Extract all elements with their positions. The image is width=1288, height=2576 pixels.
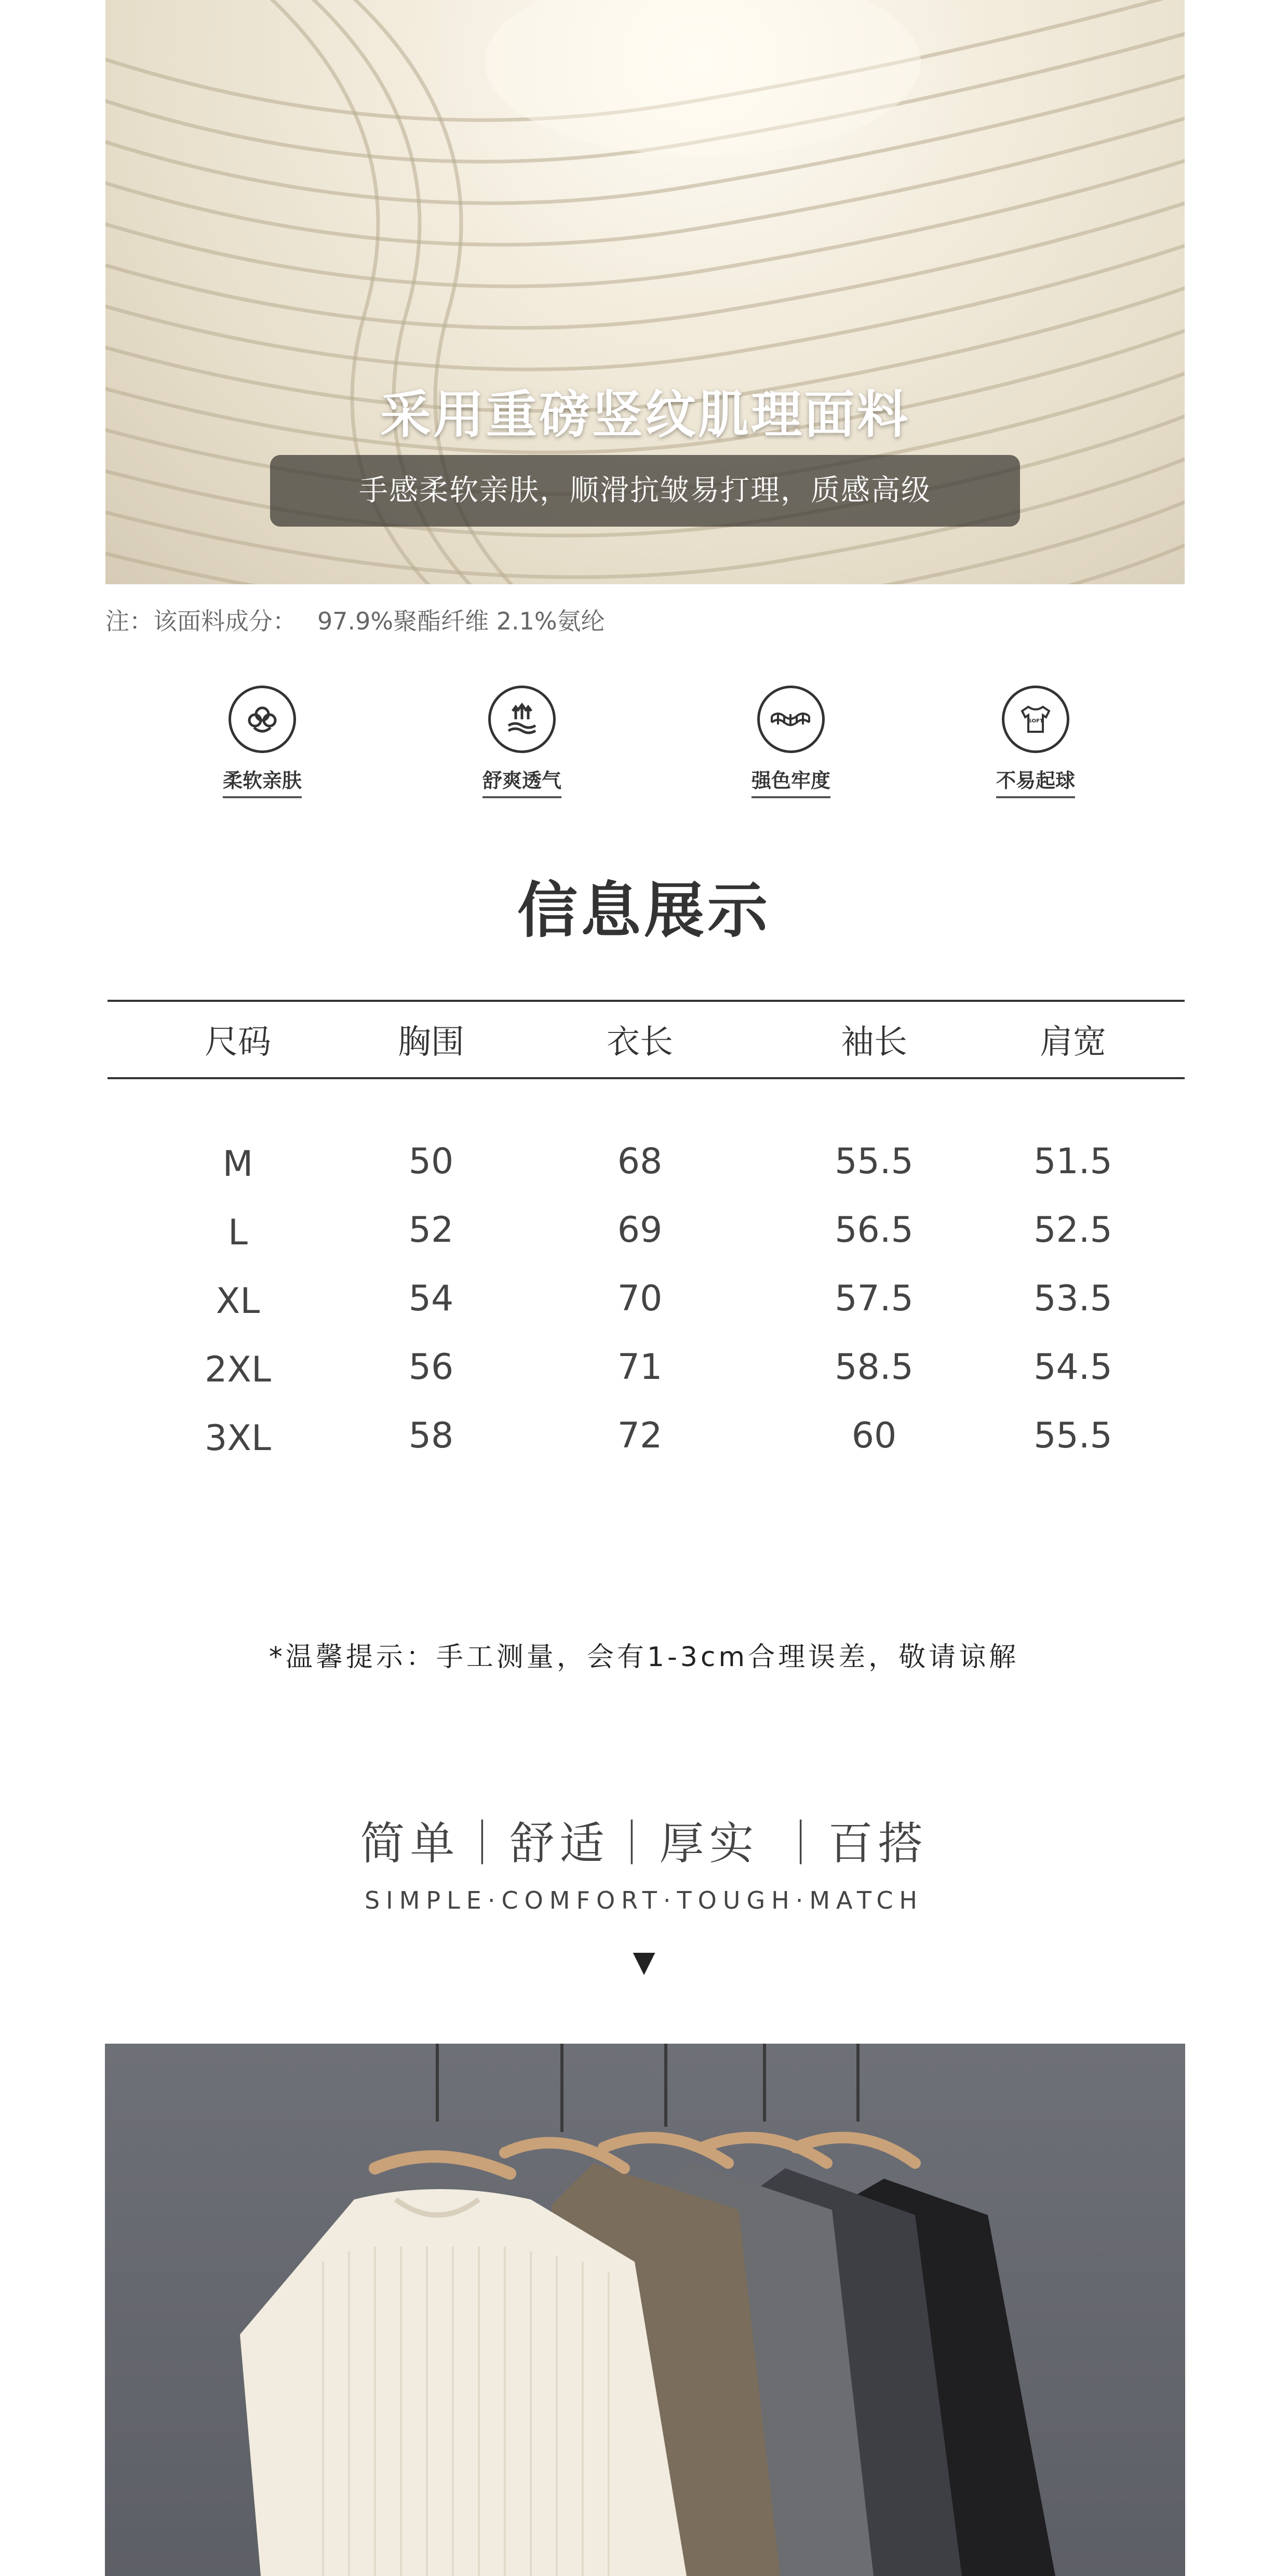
slogan-chinese: 简单｜舒适｜厚实 ｜百搭 xyxy=(360,1818,928,1870)
feature-anti-pilling xyxy=(968,686,1103,798)
cell-shoulder: 53.5 xyxy=(1034,1278,1112,1319)
feature-colorfast xyxy=(723,686,858,798)
cell-size: XL xyxy=(216,1281,260,1322)
measurement-tip: *温馨提示：手工测量，会有1-3cm合理误差，敬请谅解 xyxy=(269,1642,1019,1673)
fabric-hero-image xyxy=(105,0,1185,584)
cell-size: 3XL xyxy=(205,1418,271,1459)
header-size: 尺码 xyxy=(205,1023,271,1062)
cell-sleeve: 57.5 xyxy=(835,1278,914,1319)
svg-text:SOFT: SOFT xyxy=(1028,718,1043,724)
cell-sleeve: 58.5 xyxy=(835,1347,914,1388)
header-chest: 胸围 xyxy=(398,1023,464,1062)
cell-shoulder: 52.5 xyxy=(1034,1210,1112,1251)
cell-length: 68 xyxy=(617,1141,663,1182)
feature-breathable xyxy=(454,686,589,798)
cotton-icon xyxy=(229,686,296,753)
feature-label-soft: 柔软亲肤 xyxy=(223,764,302,798)
header-shoulder: 肩宽 xyxy=(1040,1023,1106,1062)
composition-label: 注：该面料成分： xyxy=(105,607,297,635)
cell-length: 69 xyxy=(617,1210,663,1251)
header-length: 衣长 xyxy=(607,1023,673,1062)
slogan-english: SIMPLE·COMFORT·TOUGH·MATCH xyxy=(364,1886,924,1914)
table-header-rule xyxy=(108,1077,1185,1079)
cell-length: 71 xyxy=(617,1347,663,1388)
cell-size: M xyxy=(222,1144,253,1185)
cell-size: L xyxy=(228,1212,248,1253)
header-sleeve: 袖长 xyxy=(841,1023,907,1062)
cell-length: 72 xyxy=(617,1415,663,1456)
shirts-on-hangers-illustration xyxy=(105,2044,1185,2576)
feature-label-anti-pilling: 不易起球 xyxy=(996,764,1075,798)
table-top-rule xyxy=(108,1000,1185,1002)
composition-value: 97.9%聚酯纤维 2.1%氨纶 xyxy=(317,607,605,635)
hero-title: 采用重磅竖纹肌理面料 xyxy=(380,385,910,445)
cell-sleeve: 56.5 xyxy=(835,1210,914,1251)
fabric-icon xyxy=(757,686,825,753)
soft-shirt-icon xyxy=(1002,686,1069,753)
cell-chest: 58 xyxy=(408,1415,454,1456)
feature-label-breathable: 舒爽透气 xyxy=(482,764,561,798)
cell-chest: 54 xyxy=(408,1278,454,1319)
section-title: 信息展示 xyxy=(517,876,771,946)
fabric-composition-note xyxy=(105,602,605,637)
cell-sleeve: 60 xyxy=(851,1415,897,1456)
feature-soft xyxy=(195,686,330,798)
down-arrow-icon: ▼ xyxy=(633,1945,655,1979)
cell-chest: 52 xyxy=(408,1210,454,1251)
cell-shoulder: 54.5 xyxy=(1034,1347,1112,1388)
feature-label-colorfast: 强色牢度 xyxy=(752,764,830,798)
cell-sleeve: 55.5 xyxy=(835,1141,914,1182)
product-photo xyxy=(105,2044,1185,2576)
cell-shoulder: 51.5 xyxy=(1034,1141,1112,1182)
cell-shoulder: 55.5 xyxy=(1034,1415,1112,1456)
cell-length: 70 xyxy=(617,1278,663,1319)
cell-chest: 50 xyxy=(408,1141,454,1182)
breath-icon xyxy=(488,686,556,753)
cell-chest: 56 xyxy=(408,1347,454,1388)
cell-size: 2XL xyxy=(205,1349,271,1390)
hero-subtitle-pill: 手感柔软亲肤，顺滑抗皱易打理，质感高级 xyxy=(270,455,1020,527)
